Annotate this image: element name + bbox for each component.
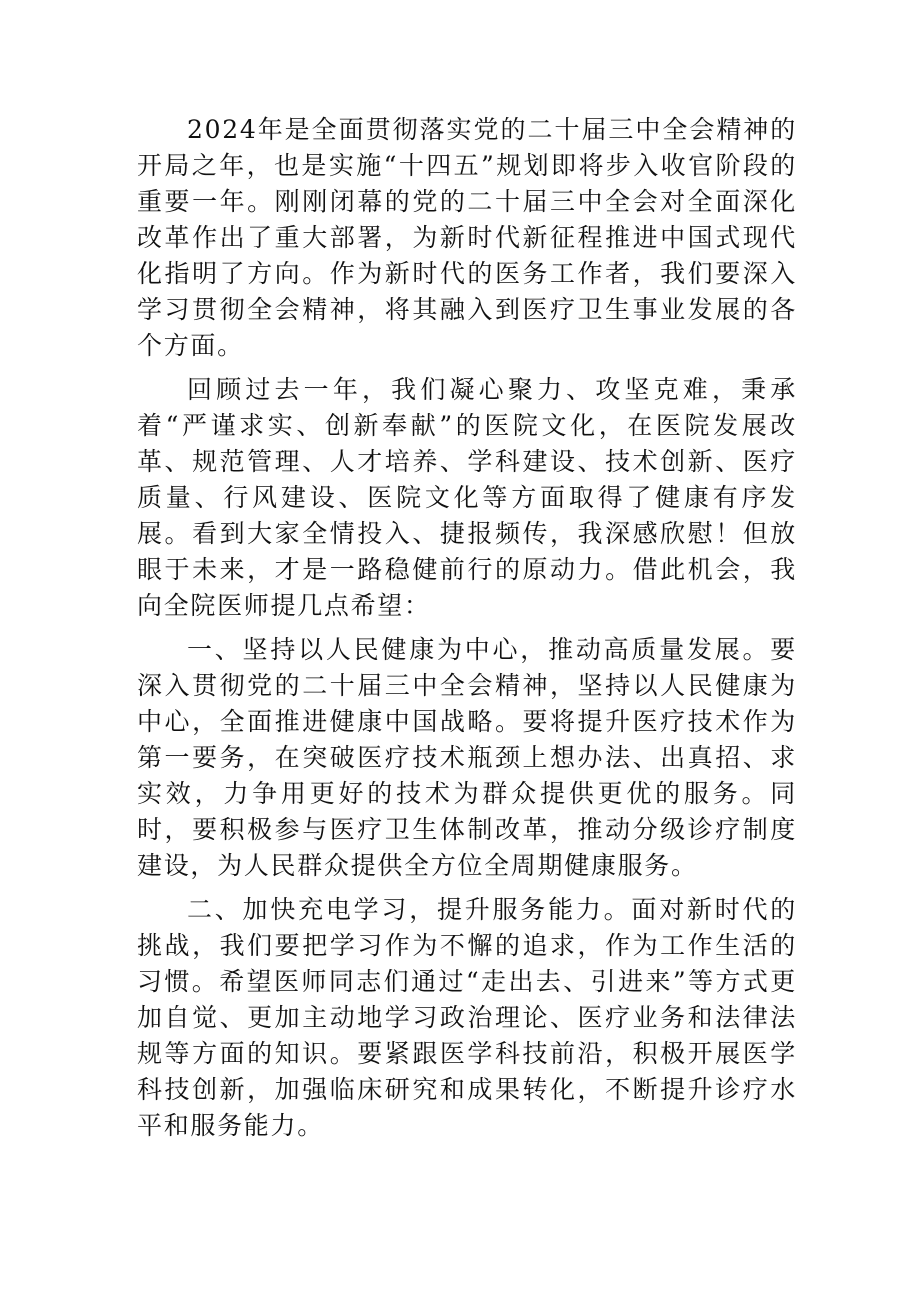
- paragraph-point-one: 一、坚持以人民健康为中心，推动高质量发展。要深入贯彻党的二十届三中全会精神，坚持以人民健康为中心，全面推进健康中国战略。要将提升医疗技术作为第一要务，在突破医疗技术瓶颈上想办法、出真招、求实效，力争用更好的技术为群众提供更优的服务。同时，要积极参与医疗卫生体制改革，推动分级诊疗制度建设，为人民群众提供全方位全周期健康服务。: [137, 635, 797, 880]
- paragraph-review: 回顾过去一年，我们凝心聚力、攻坚克难，秉承着“严谨求实、创新奉献”的医院文化，在医院发展改革、规范管理、人才培养、学科建设、技术创新、医疗质量、行风建设、医院文化等方面取得了健康有序发展。看到大家全情投入、捷报频传，我深感欣慰！但放眼于未来，才是一路稳健前行的原动力。借此机会，我向全院医师提几点希望：: [137, 375, 797, 620]
- paragraph-opening: 2024年是全面贯彻落实党的二十届三中全会精神的开局之年，也是实施“十四五”规划即将步入收官阶段的重要一年。刚刚闭幕的党的二十届三中全会对全面深化改革作出了重大部署，为新时代新征程推进中国式现代化指明了方向。作为新时代的医务工作者，我们要深入学习贯彻全会精神，将其融入到医疗卫生事业发展的各个方面。: [137, 115, 797, 360]
- paragraph-point-two: 二、加快充电学习，提升服务能力。面对新时代的挑战，我们要把学习作为不懈的追求，作为工作生活的习惯。希望医师同志们通过“走出去、引进来”等方式更加自觉、更加主动地学习政治理论、医疗业务和法律法规等方面的知识。要紧跟医学科技前沿，积极开展医学科技创新，加强临床研究和成果转化，不断提升诊疗水平和服务能力。: [137, 895, 797, 1140]
